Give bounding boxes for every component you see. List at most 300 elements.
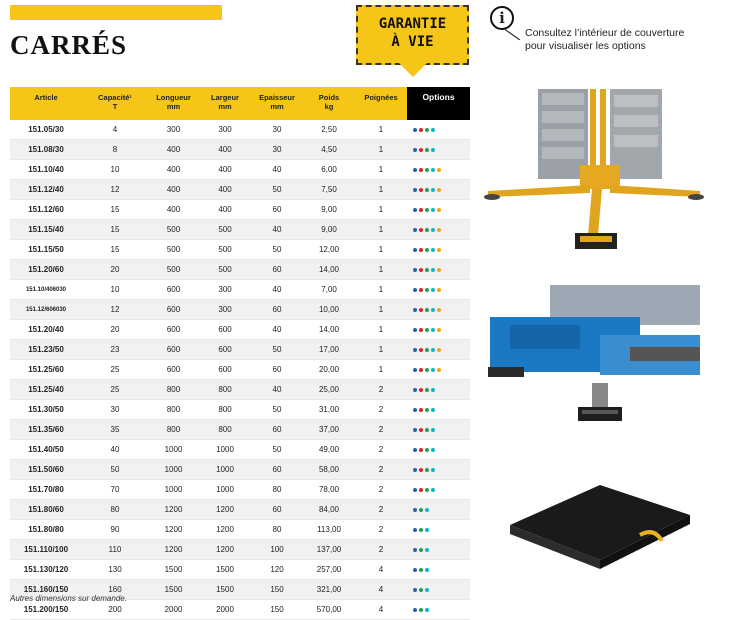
column-header-label: Capacité¹ — [98, 93, 132, 102]
option-dot-blue — [413, 448, 417, 452]
option-dot-blue — [413, 568, 417, 572]
table-row — [10, 120, 470, 140]
table-row — [10, 220, 470, 240]
cell-options — [407, 520, 470, 540]
cell-width: 300 — [199, 280, 251, 300]
option-dot-teal — [431, 228, 435, 232]
option-dot-orange — [437, 208, 441, 212]
cell-length: 400 — [148, 180, 199, 200]
cell-capacity: 160 — [82, 580, 148, 600]
cell-handles: 2 — [355, 520, 407, 540]
option-dot-green — [425, 188, 429, 192]
option-dot-green — [419, 568, 423, 572]
option-dot-green — [425, 248, 429, 252]
table-row — [10, 180, 470, 200]
cell-capacity: 200 — [82, 600, 148, 620]
cell-width: 400 — [199, 200, 251, 220]
cell-width: 1000 — [199, 480, 251, 500]
cell-handles: 1 — [355, 340, 407, 360]
cell-options — [407, 160, 470, 180]
option-dot-orange — [437, 248, 441, 252]
column-header — [10, 87, 82, 120]
option-dot-orange — [437, 308, 441, 312]
cell-length: 600 — [148, 360, 199, 380]
table-row — [10, 380, 470, 400]
cell-capacity: 30 — [82, 400, 148, 420]
table-row — [10, 160, 470, 180]
option-dot-blue — [413, 308, 417, 312]
cell-article: 151.160/150 — [10, 580, 82, 600]
option-dot-green — [425, 368, 429, 372]
cell-article: 151.12/60 — [10, 200, 82, 220]
column-header-label: Poids — [318, 93, 340, 102]
option-dot-blue — [413, 268, 417, 272]
cell-options — [407, 380, 470, 400]
table-row — [10, 300, 470, 320]
option-dot-blue — [413, 608, 417, 612]
table-row — [10, 460, 470, 480]
cell-thickness: 80 — [251, 480, 303, 500]
option-dot-blue — [413, 388, 417, 392]
cell-article: 151.70/80 — [10, 480, 82, 500]
cell-weight: 78,00 — [303, 480, 355, 500]
cell-options — [407, 260, 470, 280]
info-text-line2: pour visualiser les options — [525, 40, 646, 52]
option-dot-green — [425, 348, 429, 352]
cell-weight: 49,00 — [303, 440, 355, 460]
option-dot-green — [425, 408, 429, 412]
cell-width: 1500 — [199, 580, 251, 600]
table-row — [10, 420, 470, 440]
product-photos — [480, 85, 740, 575]
cell-article: 151.25/60 — [10, 360, 82, 380]
cell-length: 1500 — [148, 580, 199, 600]
table-row — [10, 200, 470, 220]
cell-options — [407, 240, 470, 260]
cell-weight: 31,00 — [303, 400, 355, 420]
cell-weight: 570,00 — [303, 600, 355, 620]
cell-length: 500 — [148, 220, 199, 240]
cell-weight: 4,50 — [303, 140, 355, 160]
guarantee-line1: GARANTIE — [378, 16, 447, 32]
option-dot-teal — [425, 608, 429, 612]
cell-article: 151.50/60 — [10, 460, 82, 480]
option-dot-green — [419, 528, 423, 532]
option-dot-green — [425, 288, 429, 292]
info-icon: i — [490, 6, 514, 30]
option-dot-green — [425, 488, 429, 492]
cell-article: 151.20/60 — [10, 260, 82, 280]
cell-article: 151.25/40 — [10, 380, 82, 400]
cell-capacity: 40 — [82, 440, 148, 460]
cell-options — [407, 440, 470, 460]
option-dot-red — [419, 288, 423, 292]
column-header-unit: mm — [166, 102, 181, 111]
header-accent-bar — [10, 5, 222, 20]
option-dot-green — [419, 548, 423, 552]
cell-options — [407, 320, 470, 340]
cell-capacity: 8 — [82, 140, 148, 160]
cell-thickness: 60 — [251, 200, 303, 220]
cell-options — [407, 220, 470, 240]
option-dot-green — [425, 308, 429, 312]
option-dot-teal — [431, 308, 435, 312]
option-dot-blue — [413, 468, 417, 472]
cell-options — [407, 180, 470, 200]
cell-handles: 2 — [355, 380, 407, 400]
info-text — [525, 27, 684, 53]
option-dot-green — [425, 208, 429, 212]
cell-width: 600 — [199, 320, 251, 340]
option-dot-red — [419, 308, 423, 312]
cell-capacity: 15 — [82, 220, 148, 240]
cell-article: 151.15/40 — [10, 220, 82, 240]
cell-width: 800 — [199, 420, 251, 440]
option-dot-red — [419, 208, 423, 212]
machine-photo — [488, 285, 700, 421]
option-dot-red — [419, 228, 423, 232]
cell-length: 500 — [148, 240, 199, 260]
option-dot-teal — [431, 148, 435, 152]
cell-weight: 2,50 — [303, 120, 355, 140]
option-dot-orange — [437, 368, 441, 372]
column-header-label: Article — [34, 93, 58, 102]
cell-article: 151.10/406030 — [10, 280, 82, 300]
option-dot-teal — [431, 348, 435, 352]
cell-length: 400 — [148, 140, 199, 160]
cell-thickness: 50 — [251, 400, 303, 420]
option-dot-red — [419, 428, 423, 432]
option-dot-teal — [431, 328, 435, 332]
option-dot-blue — [413, 488, 417, 492]
cell-article: 151.80/60 — [10, 500, 82, 520]
cell-capacity: 110 — [82, 540, 148, 560]
cell-article: 151.130/120 — [10, 560, 82, 580]
option-dot-teal — [431, 288, 435, 292]
option-dot-blue — [413, 368, 417, 372]
footer-note: Autres dimensions sur demande. — [10, 594, 127, 603]
cell-capacity: 12 — [82, 300, 148, 320]
option-dot-red — [419, 488, 423, 492]
cell-width: 300 — [199, 120, 251, 140]
cell-thickness: 150 — [251, 600, 303, 620]
cell-length: 1000 — [148, 440, 199, 460]
cell-length: 1000 — [148, 460, 199, 480]
column-header — [251, 87, 303, 120]
cell-article: 151.200/150 — [10, 600, 82, 620]
cell-article: 151.12/40 — [10, 180, 82, 200]
option-dot-teal — [431, 368, 435, 372]
cell-thickness: 60 — [251, 460, 303, 480]
cell-handles: 2 — [355, 440, 407, 460]
cell-thickness: 150 — [251, 580, 303, 600]
cell-weight: 321,00 — [303, 580, 355, 600]
cell-weight: 7,50 — [303, 180, 355, 200]
badge-arrow — [399, 63, 427, 77]
option-dot-red — [419, 408, 423, 412]
option-dot-green — [425, 468, 429, 472]
cell-width: 400 — [199, 160, 251, 180]
option-dot-teal — [431, 428, 435, 432]
table-row — [10, 360, 470, 380]
page-title: CARRÉS — [10, 30, 128, 60]
cell-capacity: 15 — [82, 200, 148, 220]
cell-handles: 1 — [355, 220, 407, 240]
table-row — [10, 240, 470, 260]
cell-length: 1500 — [148, 560, 199, 580]
cell-width: 2000 — [199, 600, 251, 620]
cell-options — [407, 540, 470, 560]
cell-handles: 1 — [355, 120, 407, 140]
cell-handles: 1 — [355, 200, 407, 220]
table-row — [10, 260, 470, 280]
cell-weight: 113,00 — [303, 520, 355, 540]
cell-length: 300 — [148, 120, 199, 140]
option-dot-green — [419, 508, 423, 512]
option-dot-orange — [437, 348, 441, 352]
table-row — [10, 520, 470, 540]
cell-handles: 1 — [355, 280, 407, 300]
column-header-unit: T — [112, 102, 118, 111]
product-table — [10, 87, 470, 620]
column-header — [355, 87, 407, 120]
cell-length: 1200 — [148, 540, 199, 560]
column-header — [199, 87, 251, 120]
table-row — [10, 480, 470, 500]
cell-weight: 9,00 — [303, 220, 355, 240]
cell-weight: 14,00 — [303, 260, 355, 280]
option-dot-teal — [431, 248, 435, 252]
option-dot-green — [425, 268, 429, 272]
column-header-unit: mm — [270, 102, 284, 111]
option-dot-blue — [413, 348, 417, 352]
cell-handles: 1 — [355, 180, 407, 200]
option-dot-red — [419, 388, 423, 392]
column-header-label: Longueur — [156, 93, 191, 102]
option-dot-teal — [425, 528, 429, 532]
option-dot-green — [419, 588, 423, 592]
cell-options — [407, 580, 470, 600]
cell-article: 151.20/40 — [10, 320, 82, 340]
cell-weight: 257,00 — [303, 560, 355, 580]
cell-thickness: 50 — [251, 440, 303, 460]
table-row — [10, 540, 470, 560]
cell-article: 151.35/60 — [10, 420, 82, 440]
guarantee-line2: À VIE — [391, 34, 434, 50]
cell-article: 151.23/50 — [10, 340, 82, 360]
option-dot-green — [425, 328, 429, 332]
option-dot-teal — [431, 268, 435, 272]
column-header-unit: mm — [218, 102, 232, 111]
cell-length: 800 — [148, 400, 199, 420]
option-dot-blue — [413, 288, 417, 292]
option-dot-orange — [437, 288, 441, 292]
cell-weight: 20,00 — [303, 360, 355, 380]
cell-thickness: 100 — [251, 540, 303, 560]
option-dot-red — [419, 168, 423, 172]
cell-capacity: 70 — [82, 480, 148, 500]
cell-thickness: 40 — [251, 280, 303, 300]
cell-width: 500 — [199, 240, 251, 260]
cell-length: 1000 — [148, 480, 199, 500]
cell-thickness: 50 — [251, 240, 303, 260]
cell-handles: 1 — [355, 140, 407, 160]
option-dot-red — [419, 448, 423, 452]
cell-thickness: 60 — [251, 260, 303, 280]
cell-weight: 9,00 — [303, 200, 355, 220]
cell-capacity: 20 — [82, 320, 148, 340]
cell-weight: 14,00 — [303, 320, 355, 340]
option-dot-green — [425, 428, 429, 432]
cell-length: 1200 — [148, 520, 199, 540]
cell-handles: 1 — [355, 160, 407, 180]
cell-article: 151.08/30 — [10, 140, 82, 160]
option-dot-teal — [431, 168, 435, 172]
option-dot-orange — [437, 168, 441, 172]
cell-weight: 7,00 — [303, 280, 355, 300]
column-header-unit: kg — [324, 102, 334, 111]
cell-weight: 137,00 — [303, 540, 355, 560]
cell-capacity: 10 — [82, 280, 148, 300]
option-dot-orange — [437, 228, 441, 232]
cell-capacity: 25 — [82, 380, 148, 400]
cell-length: 600 — [148, 340, 199, 360]
option-dot-teal — [431, 188, 435, 192]
cell-capacity: 12 — [82, 180, 148, 200]
option-dot-red — [419, 148, 423, 152]
cell-width: 1200 — [199, 500, 251, 520]
cell-capacity: 15 — [82, 240, 148, 260]
cell-width: 500 — [199, 220, 251, 240]
info-pointer-line — [505, 29, 520, 40]
cell-thickness: 50 — [251, 340, 303, 360]
cell-weight: 25,00 — [303, 380, 355, 400]
cell-options — [407, 280, 470, 300]
cell-options — [407, 420, 470, 440]
cell-handles: 1 — [355, 320, 407, 340]
option-dot-blue — [413, 508, 417, 512]
cell-width: 800 — [199, 400, 251, 420]
option-dot-blue — [413, 328, 417, 332]
cell-weight: 12,00 — [303, 240, 355, 260]
cell-article: 151.110/100 — [10, 540, 82, 560]
cell-length: 600 — [148, 300, 199, 320]
option-dot-teal — [425, 588, 429, 592]
option-dot-green — [425, 128, 429, 132]
cell-handles: 2 — [355, 400, 407, 420]
option-dot-green — [419, 608, 423, 612]
cell-handles: 4 — [355, 580, 407, 600]
option-dot-blue — [413, 128, 417, 132]
cell-thickness: 40 — [251, 320, 303, 340]
cell-handles: 4 — [355, 560, 407, 580]
option-dot-orange — [437, 188, 441, 192]
cell-thickness: 80 — [251, 520, 303, 540]
option-dot-green — [425, 448, 429, 452]
option-dot-red — [419, 328, 423, 332]
cell-weight: 84,00 — [303, 500, 355, 520]
option-dot-green — [425, 168, 429, 172]
cell-handles: 1 — [355, 260, 407, 280]
cell-width: 1200 — [199, 540, 251, 560]
option-dot-blue — [413, 148, 417, 152]
cell-options — [407, 140, 470, 160]
column-header-label: Largeur — [211, 93, 239, 102]
cell-width: 500 — [199, 260, 251, 280]
option-dot-teal — [431, 208, 435, 212]
cell-handles: 2 — [355, 500, 407, 520]
cell-width: 1200 — [199, 520, 251, 540]
cell-capacity: 80 — [82, 500, 148, 520]
cell-capacity: 130 — [82, 560, 148, 580]
option-dot-orange — [437, 328, 441, 332]
cell-options — [407, 300, 470, 320]
table-row — [10, 440, 470, 460]
cell-article: 151.05/30 — [10, 120, 82, 140]
cell-width: 800 — [199, 380, 251, 400]
cell-article: 151.10/40 — [10, 160, 82, 180]
cell-weight: 17,00 — [303, 340, 355, 360]
table-row — [10, 500, 470, 520]
table-row — [10, 340, 470, 360]
option-dot-red — [419, 188, 423, 192]
cell-weight: 58,00 — [303, 460, 355, 480]
cell-thickness: 40 — [251, 380, 303, 400]
cell-handles: 2 — [355, 420, 407, 440]
cell-capacity: 35 — [82, 420, 148, 440]
option-dot-red — [419, 348, 423, 352]
table-row — [10, 560, 470, 580]
option-dot-green — [425, 388, 429, 392]
column-header — [82, 87, 148, 120]
column-header — [148, 87, 199, 120]
option-dot-teal — [431, 488, 435, 492]
cell-length: 800 — [148, 380, 199, 400]
cell-weight: 6,00 — [303, 160, 355, 180]
option-dot-blue — [413, 408, 417, 412]
table-row — [10, 320, 470, 340]
cell-options — [407, 340, 470, 360]
column-header-label: Epaisseur — [259, 93, 295, 102]
cell-capacity: 23 — [82, 340, 148, 360]
cell-article: 151.30/50 — [10, 400, 82, 420]
option-dot-red — [419, 128, 423, 132]
cell-thickness: 30 — [251, 140, 303, 160]
option-dot-orange — [437, 268, 441, 272]
option-dot-teal — [431, 388, 435, 392]
table-row — [10, 400, 470, 420]
cell-capacity: 90 — [82, 520, 148, 540]
cell-width: 400 — [199, 180, 251, 200]
cell-width: 1000 — [199, 460, 251, 480]
cell-thickness: 60 — [251, 420, 303, 440]
cell-options — [407, 500, 470, 520]
option-dot-blue — [413, 248, 417, 252]
pad-photo — [510, 485, 690, 569]
cell-thickness: 30 — [251, 120, 303, 140]
cell-length: 1200 — [148, 500, 199, 520]
option-dot-teal — [425, 508, 429, 512]
cell-thickness: 40 — [251, 220, 303, 240]
cell-width: 1500 — [199, 560, 251, 580]
option-dot-teal — [425, 568, 429, 572]
cell-width: 600 — [199, 340, 251, 360]
cell-options — [407, 400, 470, 420]
option-dot-blue — [413, 208, 417, 212]
option-dot-blue — [413, 548, 417, 552]
option-dot-teal — [431, 448, 435, 452]
cell-options — [407, 120, 470, 140]
